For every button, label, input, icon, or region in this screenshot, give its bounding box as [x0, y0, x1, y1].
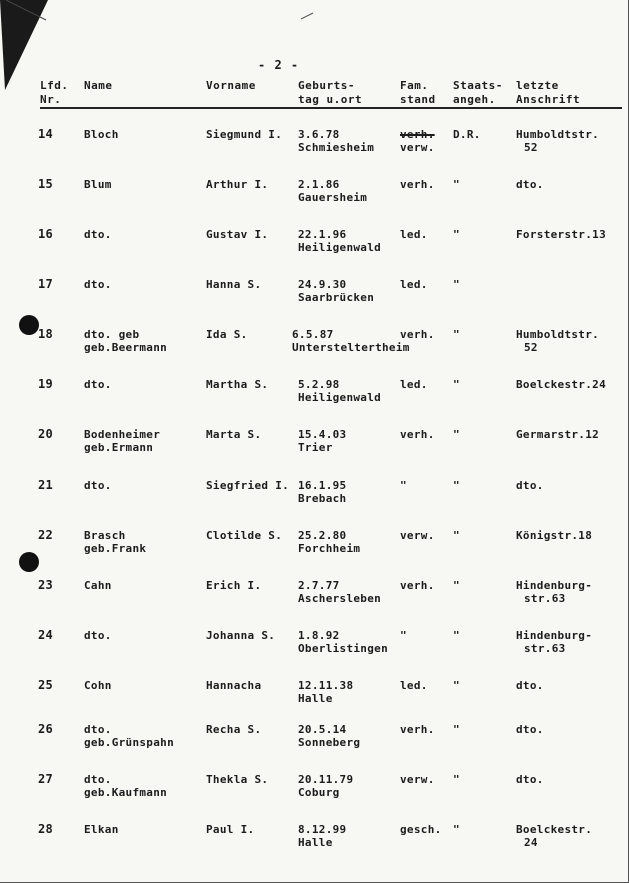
row-famstand-line1: led. [400, 228, 428, 241]
row-anschrift-line1: Humboldtstr. [516, 128, 600, 141]
row-name [84, 178, 112, 191]
row-vorname-line1: Clotilde S. [206, 529, 283, 542]
row-famstand [400, 823, 442, 836]
row-nr-line1: 27 [38, 772, 54, 786]
row-famstand [400, 529, 435, 542]
row-anschrift [516, 328, 599, 354]
row-name-line1: Elkan [84, 823, 119, 836]
table-row [0, 723, 629, 767]
row-anschrift [516, 679, 544, 692]
row-famstand-line1: verh. [400, 128, 435, 141]
row-geburt-line1: 3.6.78 [298, 128, 340, 141]
row-vorname-line1: Gustav I. [206, 228, 269, 241]
row-geburt-line1: 6.5.87 [292, 328, 334, 341]
punch-hole-upper [19, 315, 39, 335]
row-anschrift-line2: str.63 [524, 642, 566, 655]
row-famstand-line1: verh. [400, 178, 435, 191]
row-geburt-line1: 5.2.98 [298, 378, 340, 391]
row-famstand-line1: gesch. [400, 823, 442, 836]
header-rule [40, 107, 622, 109]
row-anschrift-line1: Hindenburg- [516, 579, 593, 592]
row-famstand [400, 328, 435, 341]
row-staatsangehoerigkeit [453, 579, 460, 592]
row-geburt-line2: Forchheim [298, 542, 361, 555]
row-vorname-line1: Recha S. [206, 723, 262, 736]
row-famstand-line1: verw. [400, 529, 435, 542]
row-staatsangehoerigkeit [453, 278, 460, 291]
row-anschrift-line1: Germarstr.12 [516, 428, 600, 441]
row-name [84, 529, 146, 555]
row-vorname-line1: Thekla S. [206, 773, 269, 786]
row-geburt-line2: Aschersleben [298, 592, 382, 605]
row-famstand-line2: verw. [400, 141, 435, 154]
row-famstand [400, 773, 435, 786]
row-name-line1: dto. [84, 479, 112, 492]
row-staatsangehoerigkeit-line1: " [453, 723, 460, 736]
row-geburt-line2: Sonneberg [298, 736, 361, 749]
row-famstand [400, 128, 435, 154]
row-geburt [298, 178, 367, 204]
header-staatsangehoerigkeit: Staats- angeh. [453, 79, 503, 106]
row-name [84, 579, 112, 592]
page-number: - 2 - [258, 58, 300, 72]
row-anschrift-line1: Königstr.18 [516, 529, 593, 542]
table-row [0, 679, 629, 723]
row-vorname-line1: Marta S. [206, 428, 262, 441]
row-staatsangehoerigkeit [453, 723, 460, 736]
row-vorname-line1: Arthur I. [206, 178, 269, 191]
row-staatsangehoerigkeit-line1: " [453, 529, 460, 542]
row-anschrift-line1: Humboldtstr. [516, 328, 600, 341]
row-name-line2: geb.Beermann [84, 341, 168, 354]
row-geburt [292, 328, 410, 354]
row-staatsangehoerigkeit-line1: " [453, 579, 460, 592]
row-staatsangehoerigkeit [453, 629, 460, 642]
row-geburt-line2: Heiligenwald [298, 241, 382, 254]
row-famstand-line1: led. [400, 679, 428, 692]
row-staatsangehoerigkeit [453, 328, 460, 341]
row-geburt [298, 228, 381, 254]
table-row [0, 428, 629, 472]
row-geburt-line1: 24.9.30 [298, 278, 347, 291]
row-vorname-line1: Paul I. [206, 823, 255, 836]
row-geburt [298, 428, 346, 454]
row-name-line1: dto. [84, 773, 112, 786]
row-geburt [298, 128, 374, 154]
row-famstand [400, 428, 435, 441]
row-vorname [206, 823, 254, 836]
row-nr [38, 823, 53, 836]
row-nr [38, 278, 53, 291]
row-nr-line1: 20 [38, 427, 54, 441]
row-anschrift [516, 773, 544, 786]
row-famstand [400, 178, 435, 191]
row-staatsangehoerigkeit-line1: " [453, 328, 460, 341]
row-geburt [298, 378, 381, 404]
row-geburt-line1: 2.1.86 [298, 178, 340, 191]
row-staatsangehoerigkeit [453, 479, 460, 492]
row-vorname [206, 579, 261, 592]
row-staatsangehoerigkeit [453, 178, 460, 191]
row-geburt-line1: 16.1.95 [298, 479, 347, 492]
row-famstand-line1: verh. [400, 428, 435, 441]
row-geburt-line1: 1.8.92 [298, 629, 340, 642]
row-anschrift [516, 228, 606, 241]
row-geburt [298, 679, 353, 705]
row-name-line2: geb.Kaufmann [84, 786, 168, 799]
row-name [84, 278, 112, 291]
row-vorname [206, 428, 261, 441]
row-anschrift-line2: str.63 [524, 592, 566, 605]
row-famstand-line1: " [400, 479, 407, 492]
row-nr [38, 579, 53, 592]
table-row [0, 378, 629, 422]
row-nr-line1: 17 [38, 277, 54, 291]
row-name [84, 679, 112, 692]
table-row [0, 629, 629, 673]
header-anschrift: letzte Anschrift [516, 79, 581, 106]
row-anschrift-line2: 24 [524, 836, 538, 849]
row-vorname [206, 128, 282, 141]
row-staatsangehoerigkeit-line1: " [453, 679, 460, 692]
row-staatsangehoerigkeit-line1: " [453, 479, 460, 492]
row-nr [38, 723, 53, 736]
row-geburt-line1: 20.5.14 [298, 723, 347, 736]
row-staatsangehoerigkeit-line1: " [453, 228, 460, 241]
row-anschrift-line1: dto. [516, 679, 544, 692]
row-staatsangehoerigkeit [453, 529, 460, 542]
row-vorname [206, 679, 261, 692]
row-name-line1: dto. [84, 228, 112, 241]
row-famstand [400, 278, 428, 291]
header-vorname: Vorname [206, 79, 256, 92]
row-famstand [400, 723, 435, 736]
row-anschrift [516, 823, 592, 849]
row-staatsangehoerigkeit-line1: " [453, 428, 460, 441]
row-anschrift [516, 479, 544, 492]
row-name [84, 228, 112, 241]
table-row [0, 328, 629, 372]
row-vorname-line1: Hanna S. [206, 278, 262, 291]
row-name-line1: dto. [84, 723, 112, 736]
row-nr-line1: 25 [38, 678, 54, 692]
row-name [84, 823, 119, 836]
table-row [0, 773, 629, 817]
row-geburt-line2: Oberlistingen [298, 642, 388, 655]
row-name-line1: Brasch [84, 529, 126, 542]
row-nr-line1: 19 [38, 377, 54, 391]
row-staatsangehoerigkeit [453, 773, 460, 786]
row-geburt-line2: Saarbrücken [298, 291, 375, 304]
row-name [84, 328, 167, 354]
row-famstand [400, 629, 407, 642]
table-row [0, 579, 629, 623]
row-geburt [298, 823, 346, 849]
table-row [0, 479, 629, 523]
row-vorname-line1: Hannacha [206, 679, 262, 692]
row-name [84, 723, 174, 749]
row-name-line1: dto. [84, 378, 112, 391]
row-geburt [298, 629, 388, 655]
row-name-line1: Cahn [84, 579, 112, 592]
row-staatsangehoerigkeit-line1: " [453, 773, 460, 786]
row-nr [38, 679, 53, 692]
row-staatsangehoerigkeit [453, 823, 460, 836]
row-nr-line1: 24 [38, 628, 54, 642]
row-famstand-line1: verh. [400, 328, 435, 341]
row-staatsangehoerigkeit-line1: " [453, 178, 460, 191]
row-vorname-line1: Siegmund I. [206, 128, 283, 141]
row-geburt-line2: Heiligenwald [298, 391, 382, 404]
row-anschrift [516, 629, 592, 655]
row-geburt-line1: 20.11.79 [298, 773, 354, 786]
row-famstand [400, 679, 428, 692]
row-name [84, 128, 119, 141]
row-nr-line1: 26 [38, 722, 54, 736]
row-name-line1: dto. geb [84, 328, 140, 341]
row-nr-line1: 18 [38, 327, 54, 341]
row-geburt-line1: 12.11.38 [298, 679, 354, 692]
row-name-line1: Cohn [84, 679, 112, 692]
row-name [84, 428, 160, 454]
row-nr [38, 128, 53, 141]
row-staatsangehoerigkeit-line1: " [453, 629, 460, 642]
row-staatsangehoerigkeit [453, 228, 460, 241]
row-vorname [206, 278, 261, 291]
row-name [84, 378, 112, 391]
row-vorname [206, 773, 268, 786]
row-vorname-line1: Martha S. [206, 378, 269, 391]
row-famstand [400, 579, 435, 592]
row-geburt-line2: Schmiesheim [298, 141, 375, 154]
header-famstand: Fam. stand [400, 79, 436, 106]
row-name [84, 773, 167, 799]
row-famstand [400, 228, 428, 241]
row-famstand-line1: " [400, 629, 407, 642]
row-geburt-line1: 25.2.80 [298, 529, 347, 542]
row-anschrift [516, 378, 606, 391]
row-vorname-line1: Johanna S. [206, 629, 276, 642]
row-vorname [206, 479, 289, 492]
row-staatsangehoerigkeit [453, 378, 460, 391]
row-anschrift [516, 529, 592, 542]
row-anschrift-line1: Hindenburg- [516, 629, 593, 642]
row-name-line1: Bodenheimer [84, 428, 161, 441]
row-anschrift [516, 579, 592, 605]
row-nr [38, 178, 53, 191]
row-nr [38, 328, 53, 341]
row-geburt-line2: Halle [298, 692, 333, 705]
row-nr-line1: 21 [38, 478, 54, 492]
row-staatsangehoerigkeit [453, 679, 460, 692]
row-geburt-line1: 22.1.96 [298, 228, 347, 241]
row-vorname [206, 629, 275, 642]
row-geburt [298, 479, 346, 505]
row-geburt-line2: Trier [298, 441, 333, 454]
row-anschrift-line2: 52 [524, 341, 538, 354]
row-anschrift-line1: Forsterstr.13 [516, 228, 606, 241]
row-anschrift-line1: dto. [516, 723, 544, 736]
table-row [0, 228, 629, 272]
row-name-line1: Bloch [84, 128, 119, 141]
row-nr-line1: 28 [38, 822, 54, 836]
row-staatsangehoerigkeit [453, 428, 460, 441]
row-geburt [298, 773, 353, 799]
row-staatsangehoerigkeit-line1: D.R. [453, 128, 481, 141]
row-name-line1: dto. [84, 629, 112, 642]
row-vorname [206, 328, 248, 341]
row-name-line1: Blum [84, 178, 112, 191]
row-nr-line1: 23 [38, 578, 54, 592]
row-vorname-line1: Erich I. [206, 579, 262, 592]
row-nr [38, 529, 53, 542]
row-name-line1: dto. [84, 278, 112, 291]
row-geburt-line2: Coburg [298, 786, 340, 799]
row-anschrift [516, 428, 599, 441]
row-geburt-line2: Brebach [298, 492, 347, 505]
row-famstand-line1: verh. [400, 723, 435, 736]
row-anschrift-line1: Boelckestr. [516, 823, 593, 836]
row-nr-line1: 16 [38, 227, 54, 241]
row-nr-line1: 15 [38, 177, 54, 191]
row-anschrift-line1: dto. [516, 773, 544, 786]
row-name-line2: geb.Frank [84, 542, 147, 555]
row-famstand-line1: led. [400, 278, 428, 291]
header-name: Name [84, 79, 113, 92]
row-famstand-line1: led. [400, 378, 428, 391]
row-name [84, 479, 112, 492]
pen-mark [300, 12, 314, 20]
row-staatsangehoerigkeit-line1: " [453, 378, 460, 391]
row-geburt [298, 278, 374, 304]
header-nr: Lfd. Nr. [40, 79, 69, 106]
row-vorname [206, 529, 282, 542]
row-geburt [298, 579, 381, 605]
row-name-line2: geb.Grünspahn [84, 736, 174, 749]
row-nr [38, 378, 53, 391]
row-anschrift [516, 723, 544, 736]
row-geburt-line2: Halle [298, 836, 333, 849]
row-geburt-line2: Untersteltertheim [292, 341, 410, 354]
row-anschrift-line1: Boelckestr.24 [516, 378, 606, 391]
row-name [84, 629, 112, 642]
table-row [0, 823, 629, 867]
row-vorname-line1: Siegfried I. [206, 479, 290, 492]
row-nr [38, 228, 53, 241]
row-anschrift [516, 178, 544, 191]
table-row [0, 178, 629, 222]
row-vorname-line1: Ida S. [206, 328, 248, 341]
row-anschrift [516, 128, 599, 154]
row-staatsangehoerigkeit-line1: " [453, 278, 460, 291]
table-row [0, 529, 629, 573]
row-geburt-line2: Gauersheim [298, 191, 368, 204]
row-staatsangehoerigkeit-line1: " [453, 823, 460, 836]
table-row [0, 278, 629, 322]
row-name-line2: geb.Ermann [84, 441, 154, 454]
row-vorname [206, 178, 268, 191]
row-nr-line1: 22 [38, 528, 54, 542]
row-geburt-line1: 15.4.03 [298, 428, 347, 441]
row-famstand-line1: verh. [400, 579, 435, 592]
row-geburt [298, 723, 360, 749]
row-geburt [298, 529, 360, 555]
row-vorname [206, 723, 261, 736]
row-nr-line1: 14 [38, 127, 54, 141]
row-nr [38, 773, 53, 786]
row-famstand [400, 378, 428, 391]
row-staatsangehoerigkeit [453, 128, 481, 141]
row-vorname [206, 378, 268, 391]
row-nr [38, 428, 53, 441]
row-vorname [206, 228, 268, 241]
row-anschrift-line2: 52 [524, 141, 538, 154]
row-anschrift-line1: dto. [516, 178, 544, 191]
row-famstand [400, 479, 407, 492]
header-geburt: Geburts- tag u.ort [298, 79, 363, 106]
row-geburt-line1: 2.7.77 [298, 579, 340, 592]
table-row [0, 128, 629, 172]
row-geburt-line1: 8.12.99 [298, 823, 347, 836]
punch-hole-lower [19, 552, 39, 572]
row-nr [38, 629, 53, 642]
row-anschrift-line1: dto. [516, 479, 544, 492]
row-famstand-line1: verw. [400, 773, 435, 786]
row-nr [38, 479, 53, 492]
